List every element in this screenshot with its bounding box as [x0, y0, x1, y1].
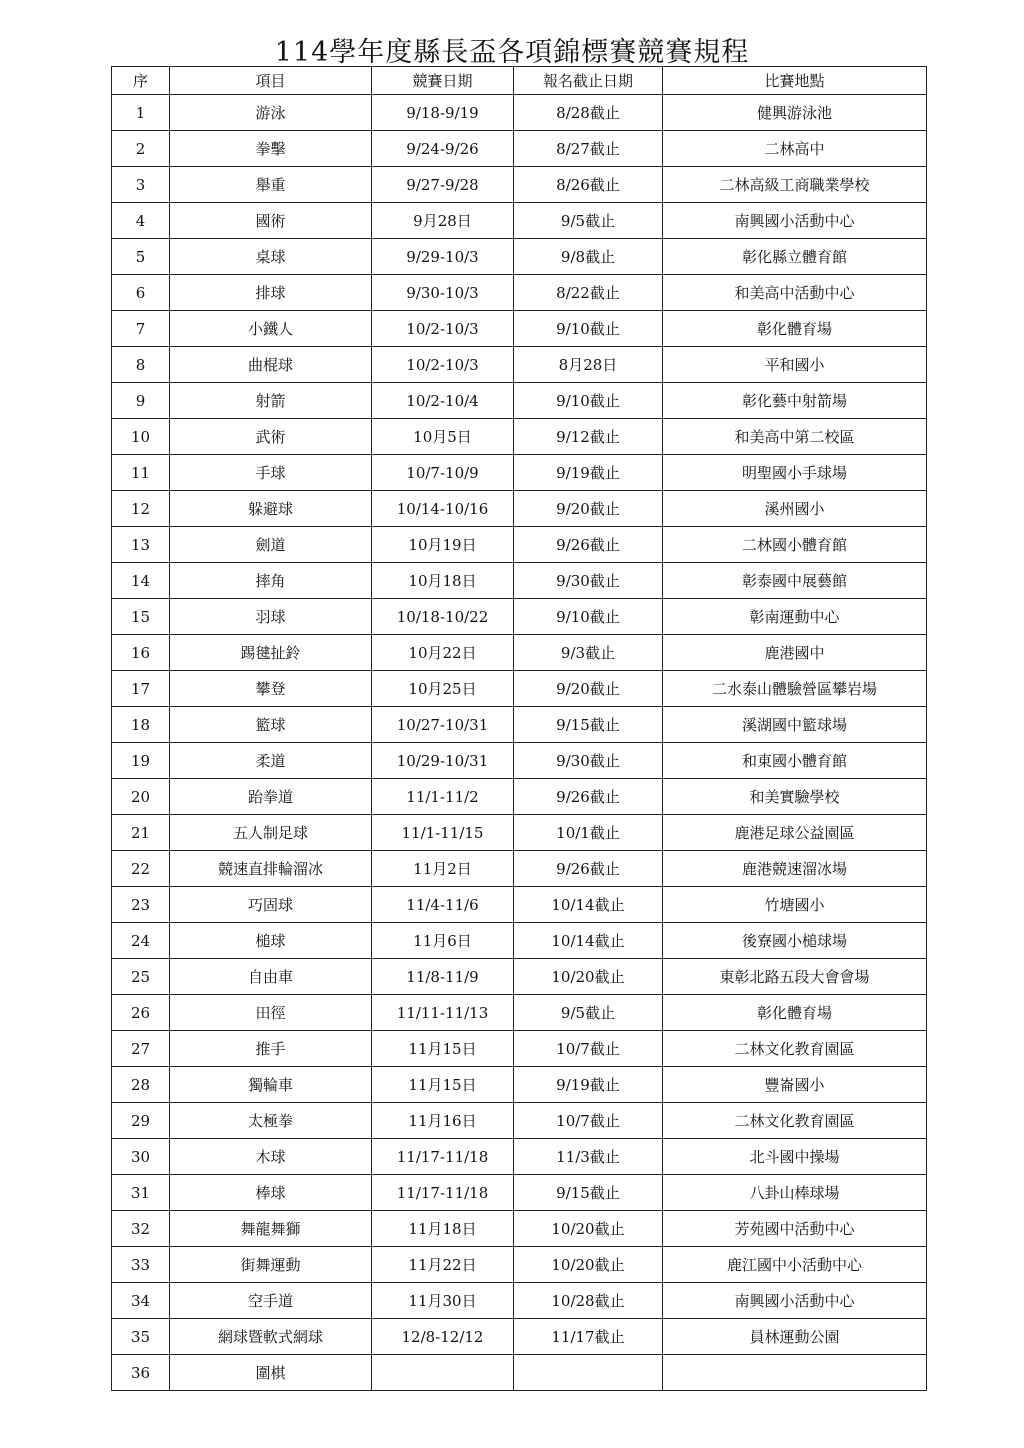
cell-index: 1 — [112, 95, 170, 131]
cell-competition-date: 10/18-10/22 — [372, 599, 514, 635]
cell-venue: 鹿港國中 — [663, 635, 927, 671]
cell-event: 太極拳 — [170, 1103, 372, 1139]
cell-registration-deadline: 9/12截止 — [514, 419, 663, 455]
cell-competition-date: 11/8-11/9 — [372, 959, 514, 995]
cell-registration-deadline: 9/20截止 — [514, 491, 663, 527]
cell-event: 劍道 — [170, 527, 372, 563]
cell-venue: 鹿港足球公益園區 — [663, 815, 927, 851]
table-row — [112, 995, 927, 1031]
cell-competition-date: 11/17-11/18 — [372, 1139, 514, 1175]
cell-registration-deadline: 9/5截止 — [514, 203, 663, 239]
cell-competition-date: 9/30-10/3 — [372, 275, 514, 311]
table-row — [112, 95, 927, 131]
cell-venue: 東彰北路五段大會會場 — [663, 959, 927, 995]
cell-event: 槌球 — [170, 923, 372, 959]
cell-registration-deadline: 9/26截止 — [514, 779, 663, 815]
cell-index: 6 — [112, 275, 170, 311]
cell-venue: 健興游泳池 — [663, 95, 927, 131]
table-row — [112, 167, 927, 203]
table-row — [112, 1175, 927, 1211]
competition-schedule-table — [111, 66, 927, 1391]
cell-competition-date: 10月5日 — [372, 419, 514, 455]
cell-venue: 溪州國小 — [663, 491, 927, 527]
cell-event: 小鐵人 — [170, 311, 372, 347]
cell-registration-deadline: 9/15截止 — [514, 1175, 663, 1211]
cell-competition-date: 9/27-9/28 — [372, 167, 514, 203]
cell-event: 巧固球 — [170, 887, 372, 923]
cell-index: 3 — [112, 167, 170, 203]
cell-competition-date: 10月25日 — [372, 671, 514, 707]
cell-venue: 豐崙國小 — [663, 1067, 927, 1103]
table-row — [112, 419, 927, 455]
table-row — [112, 599, 927, 635]
cell-index: 33 — [112, 1247, 170, 1283]
cell-registration-deadline: 9/15截止 — [514, 707, 663, 743]
cell-competition-date: 11月18日 — [372, 1211, 514, 1247]
table-row — [112, 383, 927, 419]
cell-event: 舉重 — [170, 167, 372, 203]
header-event: 項目 — [170, 67, 372, 95]
cell-index: 20 — [112, 779, 170, 815]
cell-registration-deadline: 10/7截止 — [514, 1103, 663, 1139]
cell-venue: 二林文化教育園區 — [663, 1031, 927, 1067]
cell-event: 圍棋 — [170, 1355, 372, 1391]
cell-event: 田徑 — [170, 995, 372, 1031]
cell-event: 手球 — [170, 455, 372, 491]
cell-index: 15 — [112, 599, 170, 635]
cell-competition-date: 11月30日 — [372, 1283, 514, 1319]
cell-event: 網球暨軟式網球 — [170, 1319, 372, 1355]
table-row — [112, 815, 927, 851]
cell-venue: 芳苑國中活動中心 — [663, 1211, 927, 1247]
cell-competition-date: 11月15日 — [372, 1067, 514, 1103]
table-row — [112, 923, 927, 959]
table-row — [112, 1319, 927, 1355]
cell-venue: 彰化體育場 — [663, 995, 927, 1031]
cell-index: 8 — [112, 347, 170, 383]
cell-competition-date: 10月22日 — [372, 635, 514, 671]
table-row — [112, 1355, 927, 1391]
cell-event: 五人制足球 — [170, 815, 372, 851]
cell-index: 11 — [112, 455, 170, 491]
cell-venue: 和東國小體育館 — [663, 743, 927, 779]
cell-venue: 二林國小體育館 — [663, 527, 927, 563]
cell-registration-deadline: 11/3截止 — [514, 1139, 663, 1175]
cell-registration-deadline: 10/28截止 — [514, 1283, 663, 1319]
cell-venue: 二林文化教育園區 — [663, 1103, 927, 1139]
cell-competition-date: 10/27-10/31 — [372, 707, 514, 743]
cell-registration-deadline: 9/10截止 — [514, 311, 663, 347]
cell-competition-date: 11月22日 — [372, 1247, 514, 1283]
cell-index: 29 — [112, 1103, 170, 1139]
cell-registration-deadline: 9/26截止 — [514, 851, 663, 887]
cell-index: 17 — [112, 671, 170, 707]
cell-registration-deadline: 10/14截止 — [514, 923, 663, 959]
table-row — [112, 1031, 927, 1067]
cell-index: 7 — [112, 311, 170, 347]
table-row — [112, 347, 927, 383]
cell-index: 24 — [112, 923, 170, 959]
cell-event: 游泳 — [170, 95, 372, 131]
cell-registration-deadline: 10/7截止 — [514, 1031, 663, 1067]
cell-venue: 鹿江國中小活動中心 — [663, 1247, 927, 1283]
cell-venue: 彰南運動中心 — [663, 599, 927, 635]
cell-event: 籃球 — [170, 707, 372, 743]
cell-registration-deadline: 9/10截止 — [514, 383, 663, 419]
cell-competition-date — [372, 1355, 514, 1391]
table-header-row — [112, 67, 927, 95]
cell-index: 34 — [112, 1283, 170, 1319]
cell-competition-date: 11/1-11/2 — [372, 779, 514, 815]
cell-registration-deadline: 9/26截止 — [514, 527, 663, 563]
cell-registration-deadline: 8/22截止 — [514, 275, 663, 311]
cell-registration-deadline: 9/20截止 — [514, 671, 663, 707]
cell-venue: 竹塘國小 — [663, 887, 927, 923]
table-row — [112, 1211, 927, 1247]
cell-competition-date: 11/1-11/15 — [372, 815, 514, 851]
cell-event: 羽球 — [170, 599, 372, 635]
cell-index: 28 — [112, 1067, 170, 1103]
header-competition-date: 競賽日期 — [372, 67, 514, 95]
cell-registration-deadline: 9/10截止 — [514, 599, 663, 635]
cell-registration-deadline: 10/20截止 — [514, 959, 663, 995]
cell-registration-deadline: 9/19截止 — [514, 1067, 663, 1103]
header-index: 序 — [112, 67, 170, 95]
table-row — [112, 311, 927, 347]
cell-venue: 南興國小活動中心 — [663, 203, 927, 239]
cell-event: 武術 — [170, 419, 372, 455]
cell-venue: 鹿港競速溜冰場 — [663, 851, 927, 887]
header-registration-deadline: 報名截止日期 — [514, 67, 663, 95]
table-row — [112, 635, 927, 671]
table-row — [112, 203, 927, 239]
cell-venue: 八卦山棒球場 — [663, 1175, 927, 1211]
cell-venue: 和美實驗學校 — [663, 779, 927, 815]
cell-registration-deadline: 10/1截止 — [514, 815, 663, 851]
cell-index: 30 — [112, 1139, 170, 1175]
cell-registration-deadline: 9/30截止 — [514, 743, 663, 779]
cell-event: 拳擊 — [170, 131, 372, 167]
cell-event: 競速直排輪溜冰 — [170, 851, 372, 887]
cell-venue: 平和國小 — [663, 347, 927, 383]
table-row — [112, 959, 927, 995]
cell-registration-deadline: 10/20截止 — [514, 1211, 663, 1247]
cell-venue: 二林高級工商職業學校 — [663, 167, 927, 203]
cell-registration-deadline: 8/26截止 — [514, 167, 663, 203]
cell-event: 自由車 — [170, 959, 372, 995]
cell-index: 4 — [112, 203, 170, 239]
cell-event: 躲避球 — [170, 491, 372, 527]
cell-index: 36 — [112, 1355, 170, 1391]
cell-venue: 二林高中 — [663, 131, 927, 167]
cell-registration-deadline: 8月28日 — [514, 347, 663, 383]
cell-venue: 彰泰國中展藝館 — [663, 563, 927, 599]
cell-index: 18 — [112, 707, 170, 743]
cell-venue: 和美高中第二校區 — [663, 419, 927, 455]
cell-registration-deadline — [514, 1355, 663, 1391]
cell-registration-deadline: 9/30截止 — [514, 563, 663, 599]
cell-competition-date: 10/2-10/3 — [372, 347, 514, 383]
cell-registration-deadline: 8/28截止 — [514, 95, 663, 131]
cell-event: 踢毽扯鈴 — [170, 635, 372, 671]
cell-registration-deadline: 9/3截止 — [514, 635, 663, 671]
cell-event: 空手道 — [170, 1283, 372, 1319]
cell-index: 12 — [112, 491, 170, 527]
cell-registration-deadline: 8/27截止 — [514, 131, 663, 167]
cell-competition-date: 10月18日 — [372, 563, 514, 599]
cell-index: 5 — [112, 239, 170, 275]
cell-venue: 彰化縣立體育館 — [663, 239, 927, 275]
table-row — [112, 779, 927, 815]
cell-venue: 和美高中活動中心 — [663, 275, 927, 311]
cell-index: 13 — [112, 527, 170, 563]
table-body — [112, 95, 927, 1391]
cell-index: 19 — [112, 743, 170, 779]
cell-competition-date: 10月19日 — [372, 527, 514, 563]
cell-venue: 後寮國小槌球場 — [663, 923, 927, 959]
cell-venue: 南興國小活動中心 — [663, 1283, 927, 1319]
table-row — [112, 455, 927, 491]
cell-index: 23 — [112, 887, 170, 923]
cell-registration-deadline: 10/14截止 — [514, 887, 663, 923]
cell-event: 桌球 — [170, 239, 372, 275]
cell-event: 柔道 — [170, 743, 372, 779]
cell-event: 曲棍球 — [170, 347, 372, 383]
cell-index: 31 — [112, 1175, 170, 1211]
cell-competition-date: 11月16日 — [372, 1103, 514, 1139]
cell-competition-date: 11月2日 — [372, 851, 514, 887]
table-row — [112, 1067, 927, 1103]
cell-event: 棒球 — [170, 1175, 372, 1211]
table-row — [112, 1283, 927, 1319]
table-row — [112, 671, 927, 707]
table-row — [112, 275, 927, 311]
cell-event: 街舞運動 — [170, 1247, 372, 1283]
cell-competition-date: 9月28日 — [372, 203, 514, 239]
table-row — [112, 1103, 927, 1139]
cell-index: 14 — [112, 563, 170, 599]
cell-index: 25 — [112, 959, 170, 995]
table-row — [112, 851, 927, 887]
cell-competition-date: 9/18-9/19 — [372, 95, 514, 131]
cell-index: 21 — [112, 815, 170, 851]
table-row — [112, 1247, 927, 1283]
cell-competition-date: 12/8-12/12 — [372, 1319, 514, 1355]
cell-competition-date: 10/2-10/3 — [372, 311, 514, 347]
cell-competition-date: 11月6日 — [372, 923, 514, 959]
cell-index: 26 — [112, 995, 170, 1031]
cell-registration-deadline: 9/8截止 — [514, 239, 663, 275]
cell-event: 推手 — [170, 1031, 372, 1067]
cell-venue: 明聖國小手球場 — [663, 455, 927, 491]
cell-event: 木球 — [170, 1139, 372, 1175]
cell-event: 獨輪車 — [170, 1067, 372, 1103]
cell-competition-date: 11/11-11/13 — [372, 995, 514, 1031]
cell-event: 舞龍舞獅 — [170, 1211, 372, 1247]
cell-competition-date: 9/24-9/26 — [372, 131, 514, 167]
page-title: 114學年度縣長盃各項錦標賽競賽規程 — [274, 37, 750, 68]
cell-venue — [663, 1355, 927, 1391]
cell-competition-date: 10/2-10/4 — [372, 383, 514, 419]
cell-index: 22 — [112, 851, 170, 887]
cell-venue: 溪湖國中籃球場 — [663, 707, 927, 743]
cell-venue: 北斗國中操場 — [663, 1139, 927, 1175]
cell-competition-date: 10/7-10/9 — [372, 455, 514, 491]
cell-venue: 彰化藝中射箭場 — [663, 383, 927, 419]
table-row — [112, 743, 927, 779]
cell-registration-deadline: 10/20截止 — [514, 1247, 663, 1283]
cell-event: 排球 — [170, 275, 372, 311]
table-row — [112, 239, 927, 275]
cell-index: 9 — [112, 383, 170, 419]
cell-registration-deadline: 11/17截止 — [514, 1319, 663, 1355]
cell-competition-date: 9/29-10/3 — [372, 239, 514, 275]
header-venue: 比賽地點 — [663, 67, 927, 95]
cell-venue: 二水泰山體驗營區攀岩場 — [663, 671, 927, 707]
table-row — [112, 131, 927, 167]
cell-competition-date: 11/17-11/18 — [372, 1175, 514, 1211]
cell-event: 攀登 — [170, 671, 372, 707]
cell-event: 摔角 — [170, 563, 372, 599]
cell-venue: 員林運動公園 — [663, 1319, 927, 1355]
cell-index: 2 — [112, 131, 170, 167]
cell-venue: 彰化體育場 — [663, 311, 927, 347]
cell-index: 10 — [112, 419, 170, 455]
cell-event: 射箭 — [170, 383, 372, 419]
table-row — [112, 887, 927, 923]
table-row — [112, 563, 927, 599]
cell-competition-date: 10/29-10/31 — [372, 743, 514, 779]
cell-index: 27 — [112, 1031, 170, 1067]
cell-competition-date: 10/14-10/16 — [372, 491, 514, 527]
cell-index: 32 — [112, 1211, 170, 1247]
table-row — [112, 1139, 927, 1175]
cell-competition-date: 11/4-11/6 — [372, 887, 514, 923]
cell-index: 35 — [112, 1319, 170, 1355]
cell-competition-date: 11月15日 — [372, 1031, 514, 1067]
cell-event: 國術 — [170, 203, 372, 239]
table-row — [112, 707, 927, 743]
cell-registration-deadline: 9/5截止 — [514, 995, 663, 1031]
table-row — [112, 491, 927, 527]
cell-index: 16 — [112, 635, 170, 671]
cell-registration-deadline: 9/19截止 — [514, 455, 663, 491]
table-row — [112, 527, 927, 563]
cell-event: 跆拳道 — [170, 779, 372, 815]
